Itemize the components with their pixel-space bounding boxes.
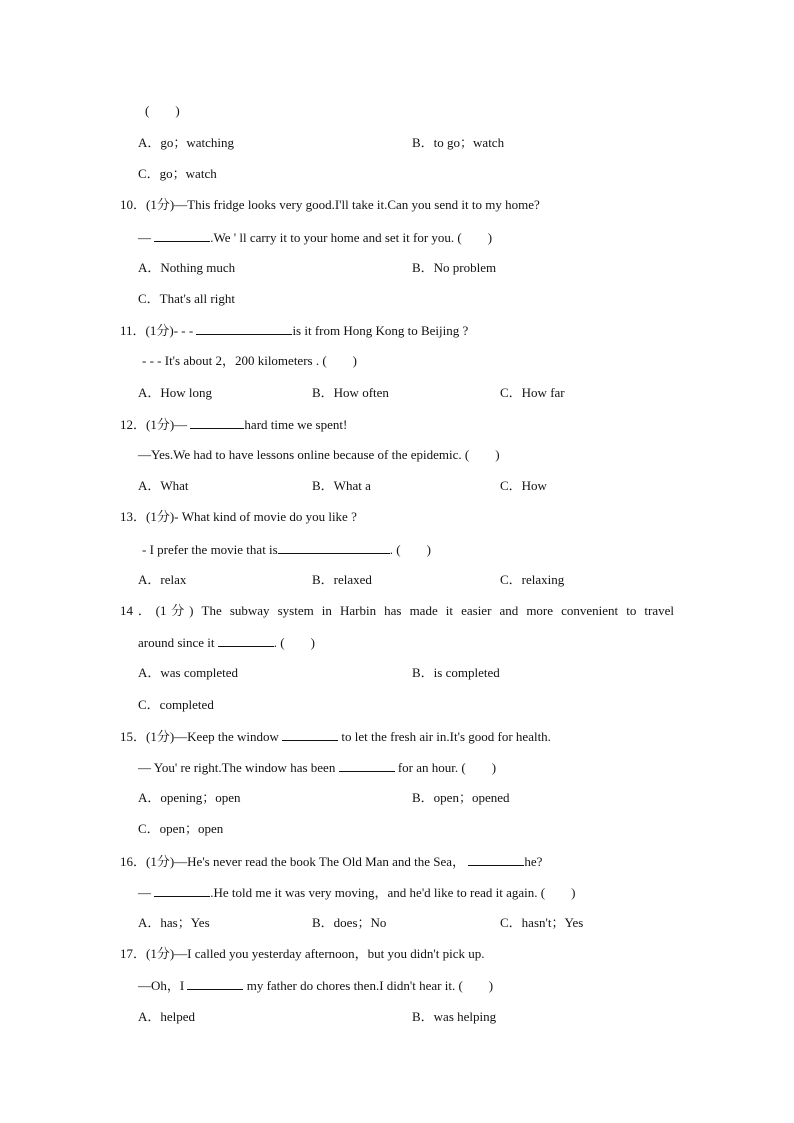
question-text: hard time we spent! [244,417,348,432]
dash: — [138,885,151,900]
answer-blank[interactable] [282,728,338,741]
option-c[interactable]: C．How far [500,385,565,400]
question-text: is it from Hong Kong to Beijing ? [292,323,469,338]
option-b[interactable]: B．relaxed [312,572,372,587]
question-12-line2: —Yes.We had to have lessons online because of the epidemic. ( ) [138,447,500,462]
question-17-line2 [138,977,493,994]
question-16 [120,853,542,870]
answer-blank[interactable] [154,884,210,897]
option-c[interactable]: C．go；watch [138,166,217,181]
answer-blank[interactable] [154,229,210,242]
question-13 [120,509,357,525]
question-text: around since it [138,635,215,650]
option-a[interactable]: A．has；Yes [138,915,210,930]
option-a[interactable]: A．helped [138,1009,196,1024]
question-text: —This fridge looks very good.I'll take it.Can you send it to my home? [174,197,540,212]
question-text: . ( ) [273,635,315,650]
option-b[interactable]: B．How often [312,385,389,400]
answer-blank[interactable] [339,759,395,772]
question-10-line2 [138,229,492,246]
dash: - - - [173,323,194,338]
option-b[interactable]: B．to go；watch [412,135,505,150]
question-17 [120,946,484,962]
answer-blank[interactable] [196,322,292,335]
answer-paren: ( ) [145,103,180,118]
option-b[interactable]: B．No problem [412,260,497,275]
question-11 [120,322,468,339]
question-number: 14．(1分) [120,603,194,618]
question-text: he? [524,854,543,869]
question-13-line2 [142,541,431,558]
option-b[interactable]: B．open；opened [412,790,510,805]
question-text: - What kind of movie do you like ? [174,509,357,524]
dash: — [138,230,151,245]
question-text: - I prefer the movie that is [142,542,278,557]
question-number: 12．(1分) [120,417,175,432]
option-a[interactable]: A．What [138,478,189,493]
question-number: 15．(1分) [120,729,175,744]
option-a[interactable]: A．relax [138,572,187,587]
question-text: to let the fresh air in.It's good for health. [341,729,551,744]
option-b[interactable]: B．What a [312,478,371,493]
question-15-line2 [138,759,496,776]
option-a[interactable]: A．go；watching [138,135,235,150]
option-c[interactable]: C．relaxing [500,572,565,587]
answer-blank[interactable] [190,416,244,429]
answer-blank[interactable] [278,541,390,554]
question-text: —Oh，I [138,978,185,993]
question-16-line2 [138,884,575,901]
question-text: The subway system in Harbin has made it easier and more convenient to travel [201,603,674,618]
question-text: —I called you yesterday afternoon，but you didn't pick up. [174,946,485,961]
question-number: 13．(1分) [120,509,175,524]
question-text: for an hour. ( ) [397,760,497,775]
dash: — [174,417,188,432]
question-text: .We ' ll carry it to your home and set it for you. ( ) [210,230,493,245]
question-14-line2 [138,634,315,651]
option-c[interactable]: C．open；open [138,821,224,836]
question-14 [120,603,674,619]
option-c[interactable]: C．That's all right [138,291,235,306]
option-a[interactable]: A．Nothing much [138,260,236,275]
answer-blank[interactable] [468,853,524,866]
question-number: 16．(1分) [120,854,175,869]
question-10 [120,197,540,213]
question-12 [120,416,347,433]
question-11-line2: - - - It's about 2，200 kilometers . ( ) [142,353,357,368]
question-text: — You' re right.The window has been [138,760,336,775]
question-text: .He told me it was very moving，and he'd like to read it again. ( ) [210,885,576,900]
question-number: 17．(1分) [120,946,175,961]
question-text: my father do chores then.I didn't hear it. ( ) [246,978,494,993]
question-number: 11．(1分) [120,323,174,338]
answer-blank[interactable] [187,977,243,990]
option-c[interactable]: C．hasn't；Yes [500,915,584,930]
option-b[interactable]: B．is completed [412,665,500,680]
option-b[interactable]: B．does；No [312,915,387,930]
option-a[interactable]: A．was completed [138,665,239,680]
question-text: —Keep the window [174,729,279,744]
question-number: 10．(1分) [120,197,175,212]
question-text: —He's never read the book The Old Man and the Sea， [174,854,466,869]
option-c[interactable]: C．completed [138,697,214,712]
option-c[interactable]: C．How [500,478,547,493]
answer-blank[interactable] [218,634,274,647]
option-a[interactable]: A．opening；open [138,790,241,805]
option-a[interactable]: A．How long [138,385,213,400]
question-text: . ( ) [389,542,431,557]
question-15 [120,728,551,745]
option-b[interactable]: B．was helping [412,1009,497,1024]
